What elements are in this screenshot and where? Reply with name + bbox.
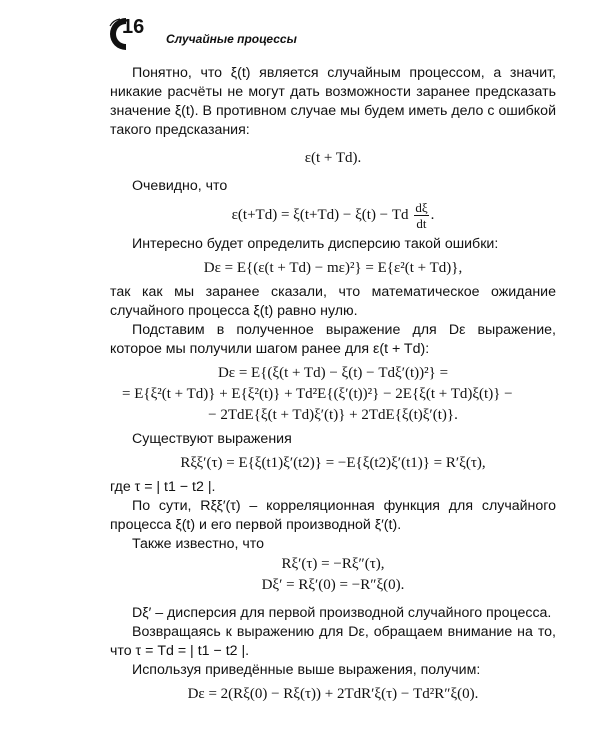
equation-derivative-correlation: Rξ′(τ) = −Rξ″(τ), (281, 556, 385, 572)
equation-variance: Dε = E{(ε(t + Td) − mε)²} = E{ε²(t + Td)}, (203, 260, 463, 276)
equation-error-lhs: ε(t+Td) = ξ(t+Td) − ξ(t) − Td (231, 206, 409, 223)
equation-period: . (430, 206, 435, 223)
paragraph-4: так как мы заранее сказали, что математическое ожидание случайного процесса ξ(t) равно нулю. (110, 284, 556, 319)
equation-substitution-line-3: − 2TdE{ξ(t + Td)ξ′(t)} + 2TdE{ξ(t)ξ′(t)}. (208, 407, 458, 423)
page-header (100, 12, 560, 52)
paragraph-10: Dξ′ – дисперсия для первой производной случайного процесса. (132, 605, 552, 621)
paragraph-1: Понятно, что ξ(t) является случайным процессом, а значит, никакие расчёты не могут дать возможности заранее предсказать значение ξ(t). В противном случае мы будем иметь дело с ошибкой такого предсказания: (110, 65, 556, 138)
fraction-denominator: dt (416, 216, 427, 231)
equation-error: ε(t + Td). (304, 150, 362, 166)
page-body (110, 64, 556, 705)
paragraph-7: где τ = | t1 − t2 |. (110, 479, 216, 495)
paragraph-11: Возвращаясь к выражению для Dε, обращаем внимание на то, что τ = Td = | t1 − t2 |. (110, 624, 556, 659)
equation-substitution-line-2: = E{ξ²(t + Td)} + E{ξ²(t)} + Td²E{(ξ′(t))²} − 2E{ξ(t + Td)ξ(t)} − (122, 386, 513, 402)
paragraph-12: Используя приведённые выше выражения, получим: (132, 662, 481, 678)
equation-substitution-line-1: Dε = E{(ξ(t + Td) − ξ(t) − Tdξ′(t))²} = (217, 365, 449, 381)
paragraph-3: Интересно будет определить дисперсию такой ошибки: (132, 236, 499, 252)
derivative-fraction (414, 200, 428, 231)
equation-error-expansion (110, 200, 556, 231)
paragraph-9: Также известно, что (132, 536, 264, 552)
paragraph-2: Очевидно, что (132, 178, 228, 194)
equation-final-variance: Dε = 2(Rξ(0) − Rξ(τ)) + 2TdR′ξ(τ) − Td²R″ξ(0). (187, 686, 479, 702)
paragraph-5: Подставим в полученное выражение для Dε выражение, которое мы получили шагом ранее для ε(t + Td): (110, 322, 556, 357)
paragraph-6: Существуют выражения (132, 431, 292, 447)
equation-cross-correlation: Rξξ′(τ) = E{ξ(t1)ξ′(t2)} = −E{ξ(t2)ξ′(t1)} = R′ξ(τ), (180, 455, 486, 471)
fraction-numerator: dξ (415, 200, 428, 215)
running-title: Случайные процессы (166, 32, 297, 46)
page-number: 16 (122, 16, 145, 38)
paragraph-8: По сути, Rξξ′(τ) – корреляционная функция для случайного процесса ξ(t) и его первой производной ξ′(t). (110, 498, 556, 533)
equation-derivative-variance: Dξ′ = Rξ′(0) = −R″ξ(0). (261, 577, 405, 593)
